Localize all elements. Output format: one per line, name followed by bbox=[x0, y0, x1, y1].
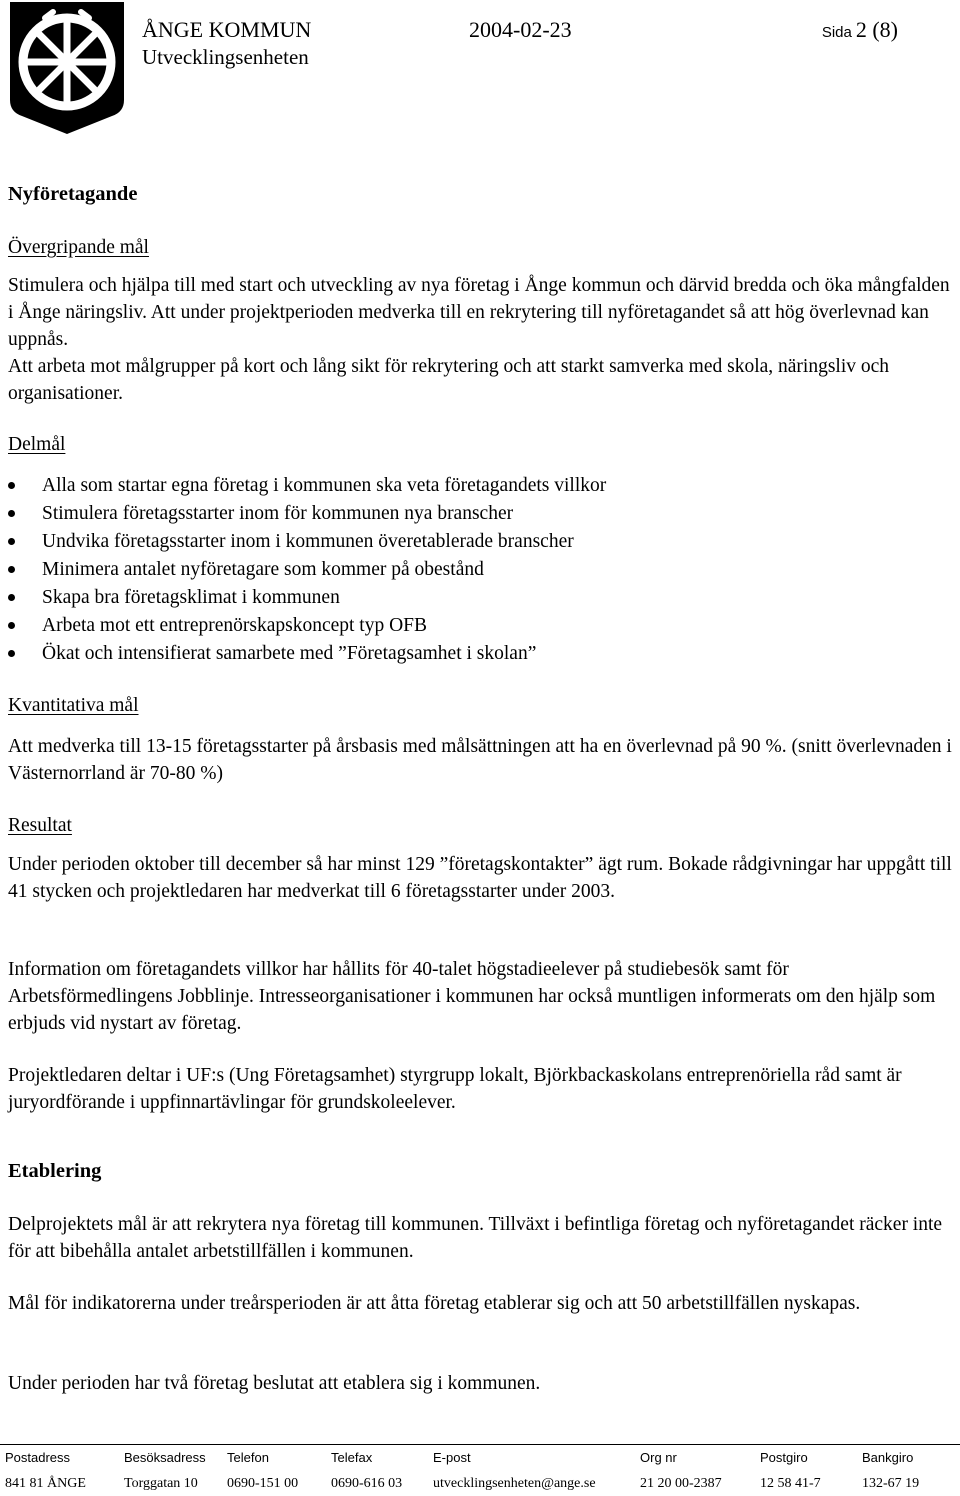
footer-value-telefon: 0690-151 00 bbox=[227, 1476, 299, 1491]
heading-overgripande-mal: Övergripande mål bbox=[8, 237, 149, 258]
etablering-paragraph-1: Delprojektets mål är att rekrytera nya företag till kommunen. Tillväxt i befintliga företag och nyföretagandet räcker inte för att bibehålla antalet arbetstillfällen i kommunen. bbox=[8, 1214, 943, 1262]
bullet-icon bbox=[8, 566, 15, 573]
footer-label-postadress: Postadress bbox=[5, 1450, 71, 1465]
footer-value-bankgiro: 132-67 19 bbox=[862, 1476, 920, 1491]
ange-kommun-logo-icon bbox=[8, 0, 126, 136]
page-number: 2 (8) bbox=[855, 17, 898, 42]
bullet-icon bbox=[8, 482, 15, 489]
footer-label-epost: E-post bbox=[433, 1450, 471, 1465]
unit-name: Utvecklingsenheten bbox=[142, 45, 309, 69]
footer bbox=[0, 1448, 960, 1496]
list-item: Skapa bra företagsklimat i kommunen bbox=[8, 584, 953, 612]
list-item: Alla som startar egna företag i kommunen ska veta företagandets villkor bbox=[8, 472, 953, 500]
bullet-icon bbox=[8, 510, 15, 517]
resultat-paragraph-3: Projektledaren deltar i UF:s (Ung Företagsamhet) styrgrupp lokalt, Björkbackaskolans entreprenöriella råd samt är juryordförande i uppfinnartävlingar för grundskoleelever. bbox=[8, 1065, 902, 1113]
footer-value-besoksadress: Torggatan 10 bbox=[124, 1476, 198, 1491]
section-title-etablering: Etablering bbox=[8, 1160, 102, 1182]
organization-name: ÅNGE KOMMUN bbox=[142, 17, 312, 42]
footer-label-orgnr: Org nr bbox=[640, 1450, 677, 1465]
kvantitativa-paragraph: Att medverka till 13-15 företagsstarter på årsbasis med målsättningen att ha en överlevnad på 90 %. (snitt överlevnaden i Västernorrland är 70-80 %) bbox=[8, 736, 952, 784]
footer-divider bbox=[0, 1444, 960, 1445]
footer-label-bankgiro: Bankgiro bbox=[862, 1450, 914, 1465]
list-item: Minimera antalet nyföretagare som kommer på obestånd bbox=[8, 556, 953, 584]
overgripande-paragraph-1: Stimulera och hjälpa till med start och utveckling av nya företag i Ånge kommun och därvid bredda och öka mångfalden i Ånge näringsliv. Att under projektperioden medverka till en rekrytering till nyföretagandet så att hög överlevnad kan uppnås. bbox=[8, 275, 950, 350]
footer-label-telefon: Telefon bbox=[227, 1450, 269, 1465]
bullet-icon bbox=[8, 538, 15, 545]
resultat-paragraph-2: Information om företagandets villkor har hållits för 40-talet högstadieelever på studiebesök samt för Arbetsförmedlingens Jobblinje. Intresseorganisationer i kommunen har också muntligen informerats om den hjälp som erbjuds vid nystart av företag. bbox=[8, 959, 936, 1034]
footer-label-postgiro: Postgiro bbox=[760, 1450, 808, 1465]
footer-label-besoksadress: Besöksadress bbox=[124, 1450, 206, 1465]
bullet-icon bbox=[8, 622, 15, 629]
section-title-nyforetagande: Nyföretagande bbox=[8, 183, 138, 205]
heading-resultat: Resultat bbox=[8, 815, 72, 836]
footer-value-postadress: 841 81 ÅNGE bbox=[5, 1476, 86, 1491]
heading-delmal: Delmål bbox=[8, 434, 66, 455]
heading-kvantitativa-mal: Kvantitativa mål bbox=[8, 695, 139, 716]
delmal-list bbox=[8, 472, 953, 668]
footer-value-postgiro: 12 58 41-7 bbox=[760, 1476, 821, 1491]
page-indicator bbox=[822, 16, 898, 47]
footer-value-epost: utvecklingsenheten@ange.se bbox=[433, 1476, 596, 1491]
document-date: 2004-02-23 bbox=[469, 17, 572, 42]
list-item: Stimulera företagsstarter inom för kommunen nya branscher bbox=[8, 500, 953, 528]
overgripande-paragraph-2: Att arbeta mot målgrupper på kort och lång sikt för rekrytering och att starkt samverka med skola, näringsliv och organisationer. bbox=[8, 356, 890, 404]
footer-label-telefax: Telefax bbox=[331, 1450, 373, 1465]
page-label: Sida bbox=[821, 24, 852, 41]
list-item: Arbeta mot ett entreprenörskapskoncept typ OFB bbox=[8, 612, 953, 640]
etablering-paragraph-2: Mål för indikatorerna under treårsperioden är att åtta företag etablerar sig och att 50 arbetstillfällen nyskapas. bbox=[8, 1293, 861, 1314]
list-item: Undvika företagsstarter inom i kommunen överetablerade branscher bbox=[8, 528, 953, 556]
bullet-icon bbox=[8, 650, 15, 657]
footer-value-telefax: 0690-616 03 bbox=[331, 1476, 403, 1491]
list-item: Ökat och intensifierat samarbete med ”Företagsamhet i skolan” bbox=[8, 640, 953, 668]
etablering-paragraph-3: Under perioden har två företag beslutat att etablera sig i kommunen. bbox=[8, 1373, 541, 1394]
bullet-icon bbox=[8, 594, 15, 601]
resultat-paragraph-1: Under perioden oktober till december så har minst 129 ”företagskontakter” ägt rum. Bokade rådgivningar har uppgått till 41 stycken och projektledaren har medverkat till 6 företagsstarter under 2003. bbox=[8, 854, 952, 902]
footer-value-orgnr: 21 20 00-2387 bbox=[640, 1476, 722, 1491]
